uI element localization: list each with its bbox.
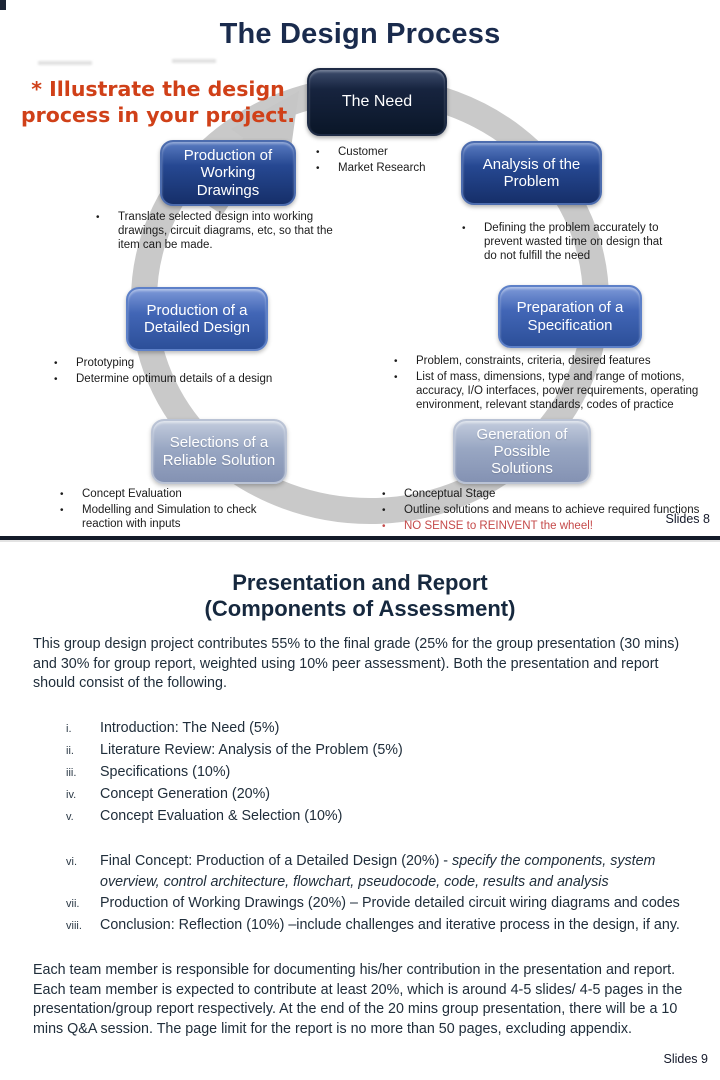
annotation-line: * Illustrate the design <box>31 77 285 101</box>
slide2-page-number: Slides 9 <box>663 1052 708 1066</box>
item-text: Final Concept: Production of a Detailed Design (20%) - <box>100 853 453 869</box>
assessment-item-vii: vii. Production of Working Drawings (20%) – Provide detailed circuit wiring diagrams and codes <box>66 895 680 911</box>
bullet-item: • List of mass, dimensions, type and range of motions, accuracy, I/O interfaces, power requirements, operating environment, relevant standards, codes of practice <box>394 371 699 411</box>
bullets-generation <box>382 487 718 535</box>
bullets-working-drawings <box>96 210 352 253</box>
slide-presentation-report <box>0 542 720 1080</box>
node-the-need <box>307 68 447 136</box>
bullet-icon: • <box>382 505 386 516</box>
bullet-item: • Problem, constraints, criteria, desired features <box>394 355 651 367</box>
slide-design-process <box>0 0 720 536</box>
assessment-item-viii: viii. Conclusion: Reflection (10%) –include challenges and iterative process in the design, if any. <box>66 917 680 933</box>
bullet-item: • Market Research <box>316 162 426 174</box>
bullet-item: • Outline solutions and means to achieve required functions <box>382 504 700 516</box>
bullet-icon: • <box>316 147 320 158</box>
annotation-line: process in your project. <box>20 103 296 127</box>
list-numeral: iii. <box>66 767 77 779</box>
node-label: Generation of Possible Solutions <box>476 425 568 478</box>
item-text-italic: specify the components, system overview, control architecture, flowchart, pseudocode, code, results and analysis <box>100 853 656 890</box>
bullet-item: • Modelling and Simulation to check reaction with inputs <box>60 504 257 530</box>
assessment-item-i: i. Introduction: The Need (5%) <box>66 720 280 736</box>
scan-artifact <box>0 0 6 10</box>
bullet-icon: • <box>382 489 386 500</box>
list-numeral: viii. <box>66 920 82 932</box>
intro-paragraph: This group design project contributes 55% to the final grade (25% for the group presentation (30 mins) and 30% for group report, weighted using 10% peer assessment). Both the presentation and report should consist of the following. <box>33 636 680 691</box>
bullet-item: • Prototyping <box>54 357 135 369</box>
bullet-icon: • <box>54 358 58 369</box>
node-generation-possible-solutions <box>453 419 591 484</box>
node-production-working-drawings <box>160 140 296 206</box>
bullets-analysis <box>462 221 664 264</box>
assessment-components-list <box>66 718 708 937</box>
assessment-item-iii: iii. Specifications (10%) <box>66 764 231 780</box>
bullet-icon: • <box>382 521 386 532</box>
node-preparation-specification <box>498 285 642 348</box>
slide1-title: The Design Process <box>219 18 501 50</box>
bullets-the-need <box>316 145 476 177</box>
bullet-item-warning: • NO SENSE to REINVENT the wheel! <box>382 520 593 532</box>
node-label: Production of Working Drawings <box>183 147 273 199</box>
bullet-item: • Defining the problem accurately to prevent wasted time on design that do not fulfill the need <box>462 222 663 262</box>
assessment-item-ii: ii. Literature Review: Analysis of the Problem (5%) <box>66 742 403 758</box>
node-label: Preparation of a Specification <box>516 299 624 334</box>
annotation-note <box>6 76 310 128</box>
assessment-item-v: v. Concept Evaluation & Selection (10%) <box>66 808 343 824</box>
slide2-title-line: (Components of Assessment) <box>204 596 516 621</box>
bullet-item: • Concept Evaluation <box>60 488 182 500</box>
list-numeral: vii. <box>66 898 80 910</box>
node-label: Production of a Detailed Design <box>144 301 250 336</box>
bullet-icon: • <box>394 356 398 367</box>
bullets-selections <box>60 487 296 532</box>
bullet-icon: • <box>316 163 320 174</box>
bullet-item: • Determine optimum details of a design <box>54 373 273 385</box>
bullet-icon: • <box>394 372 398 383</box>
bullet-icon: • <box>96 212 100 223</box>
node-label: Selections of a Reliable Solution <box>162 434 276 469</box>
node-selections-reliable-solution <box>151 419 287 484</box>
outro-paragraph: Each team member is responsible for documenting his/her contribution in the presentation and report. Each team member is expected to contribute at least 20%, which is around 4-5 slides/ 4-5 pages in the presentation/group report respectively. At the end of the 20 mins group presentation, there will be a 10 mins Q&A session. The page limit for the report is no more than 50 pages, excluding appendix. <box>33 962 683 1037</box>
bullets-detailed-design <box>54 356 316 388</box>
node-label: The Need <box>341 92 413 110</box>
bullet-icon: • <box>60 505 64 516</box>
assessment-item-vi <box>66 851 708 893</box>
list-numeral: vi. <box>66 856 77 868</box>
bullet-item: • Customer <box>316 146 388 158</box>
bullet-icon: • <box>60 489 64 500</box>
bullet-icon: • <box>54 374 58 385</box>
bullet-item: • Conceptual Stage <box>382 488 496 500</box>
assessment-item-iv: iv. Concept Generation (20%) <box>66 786 271 802</box>
list-numeral: ii. <box>66 745 74 757</box>
slide2-title-line: Presentation and Report <box>232 570 488 595</box>
node-analysis-of-problem <box>461 141 602 205</box>
bullets-specification <box>394 354 718 413</box>
list-numeral: iv. <box>66 789 77 801</box>
node-production-detailed-design <box>126 287 268 351</box>
bullet-item: • Translate selected design into working drawings, circuit diagrams, etc, so that the item can be made. <box>96 211 333 251</box>
list-numeral: i. <box>66 723 72 735</box>
slide1-page-number: Slides 8 <box>665 512 710 526</box>
bullet-icon: • <box>462 223 466 234</box>
node-label: Analysis of the Problem <box>482 155 581 190</box>
list-numeral: v. <box>66 811 74 823</box>
slide2-title <box>0 570 720 622</box>
